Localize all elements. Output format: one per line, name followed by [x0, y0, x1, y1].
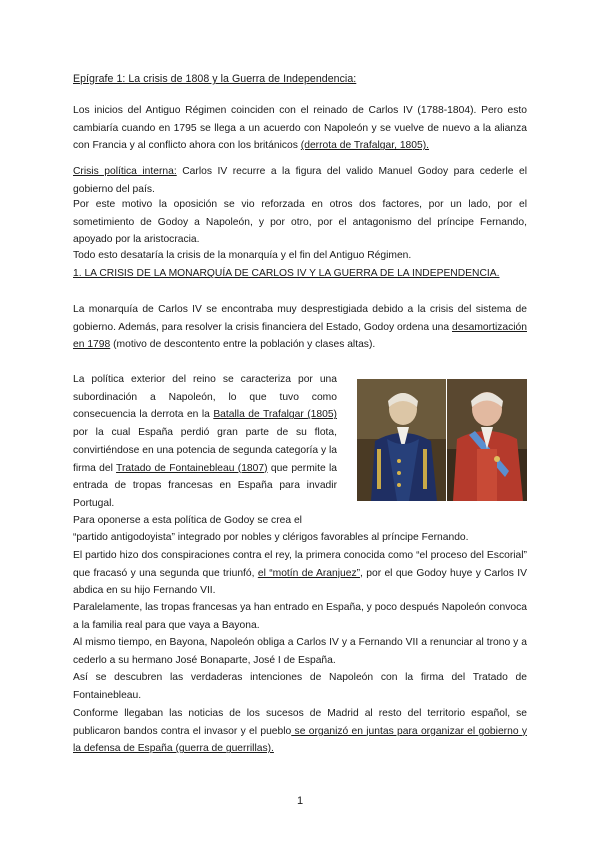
intro-text: Los inicios del Antiguo Régimen coinciden con el reinado de Carlos IV (1788-1804). Pero esto cambiaría cuando en 1795 se llega a un acuerdo con Napoleón y se vuelve de nuevo a la alianza con Francia y al conflicto ahora con los británicos: [73, 105, 527, 152]
intro-paragraph: [73, 102, 527, 155]
aranjuez-reference: el “motín de Aranjuez”: [257, 567, 361, 579]
opposition-party-line: Para oponerse a esta política de Godoy se crea el: [73, 515, 302, 526]
monarchy-paragraph: [73, 301, 527, 354]
foreign-text-1: La política exterior del reino se caracteriza por una subordinación a Napoleón, lo que tuvo como consecuencia la derrota en la: [73, 374, 337, 421]
crisis-label: Crisis política interna:: [73, 166, 177, 177]
section-heading: 1. LA CRISIS DE LA MONARQUÍA DE CARLOS IV Y LA GUERRA DE LA INDEPENDENCIA.: [73, 268, 500, 279]
fontainebleau-reference: Tratado de Fontainebleau (1807): [116, 462, 268, 474]
portrait-godoy: [357, 379, 446, 501]
portrait-carlos-iv: [447, 379, 527, 501]
juntas-reference: se organizó en juntas para organizar el gobierno y la defensa de España (guerra de guerrillas).: [73, 725, 527, 755]
opposition-party-paragraph: “partido antigodoyista” integrado por nobles y clérigos favorables al príncipe Fernando.: [73, 532, 469, 543]
juntas-paragraph: [73, 705, 527, 758]
bayona-paragraph: Al mismo tiempo, en Bayona, Napoleón obliga a Carlos IV y a Fernando VII a renunciar al trono y a cederlo a su hermano José Bonaparte, José I de España.: [73, 637, 527, 666]
troops-paragraph: Paralelamente, las tropas francesas ya han entrado en España, y poco después Napoleón convoca a la familia real para que vaya a Bayona.: [73, 602, 527, 631]
trafalgar-reference: (derrota de Trafalgar, 1805).: [300, 140, 430, 152]
page-number: 1: [296, 795, 304, 807]
juntas-text: Conforme llegaban las noticias de los sucesos de Madrid al resto del territorio español, se publicaron bandos contra el invasor y el pueblo: [73, 708, 527, 737]
desamortizacion-reference: desamortización en 1798: [73, 321, 527, 351]
intentions-paragraph: Así se descubren las verdaderas intenciones de Napoleón con la firma del Tratado de Fontainebleau.: [73, 672, 527, 701]
foreign-text-3: que permite la entrada de tropas francesas en España para invadir Portugal.: [73, 462, 337, 509]
crisis-text: Carlos IV recurre a la figura del valido Manuel Godoy para cederle el gobierno del país.: [73, 166, 527, 195]
opposition-paragraph: Por este motivo la oposición se vio reforzada en otros dos factores, por un lado, por el sometimiento de Godoy a Napoleón, y por otro, por el antagonismo del príncipe Fernando, apoyado por la aristocracia.: [73, 199, 527, 246]
conspiracies-paragraph: [73, 547, 527, 600]
conspiracies-text-2: , por el que Godoy huye y Carlos IV abdica en su hijo Fernando VII.: [73, 567, 528, 597]
page-title: Epígrafe 1: La crisis de 1808 y la Guerra de Independencia:: [73, 73, 357, 85]
foreign-policy-paragraph: [73, 371, 337, 513]
trafalgar-battle-reference: Batalla de Trafalgar (1805): [213, 409, 337, 421]
summary-paragraph: Todo esto desataría la crisis de la monarquía y el fin del Antiguo Régimen.: [73, 250, 412, 261]
crisis-paragraph: [73, 163, 527, 198]
conspiracies-text-1: El partido hizo dos conspiraciones contra el rey, la primera conocida como “el proceso del Escorial” que fracasó y una segunda que triunfó,: [73, 550, 527, 579]
foreign-text-2: por la cual España perdió gran parte de su flota, convirtiéndose en una potencia de segunda categoría y la firma del: [73, 427, 337, 474]
monarchy-text-1: La monarquía de Carlos IV se encontraba muy desprestigiada debido a la crisis del sistema de gobierno. Además, para resolver la crisis financiera del Estado, Godoy ordena una: [73, 304, 527, 333]
monarchy-text-2: (motivo de descontento entre la población y clases altas).: [110, 339, 376, 351]
